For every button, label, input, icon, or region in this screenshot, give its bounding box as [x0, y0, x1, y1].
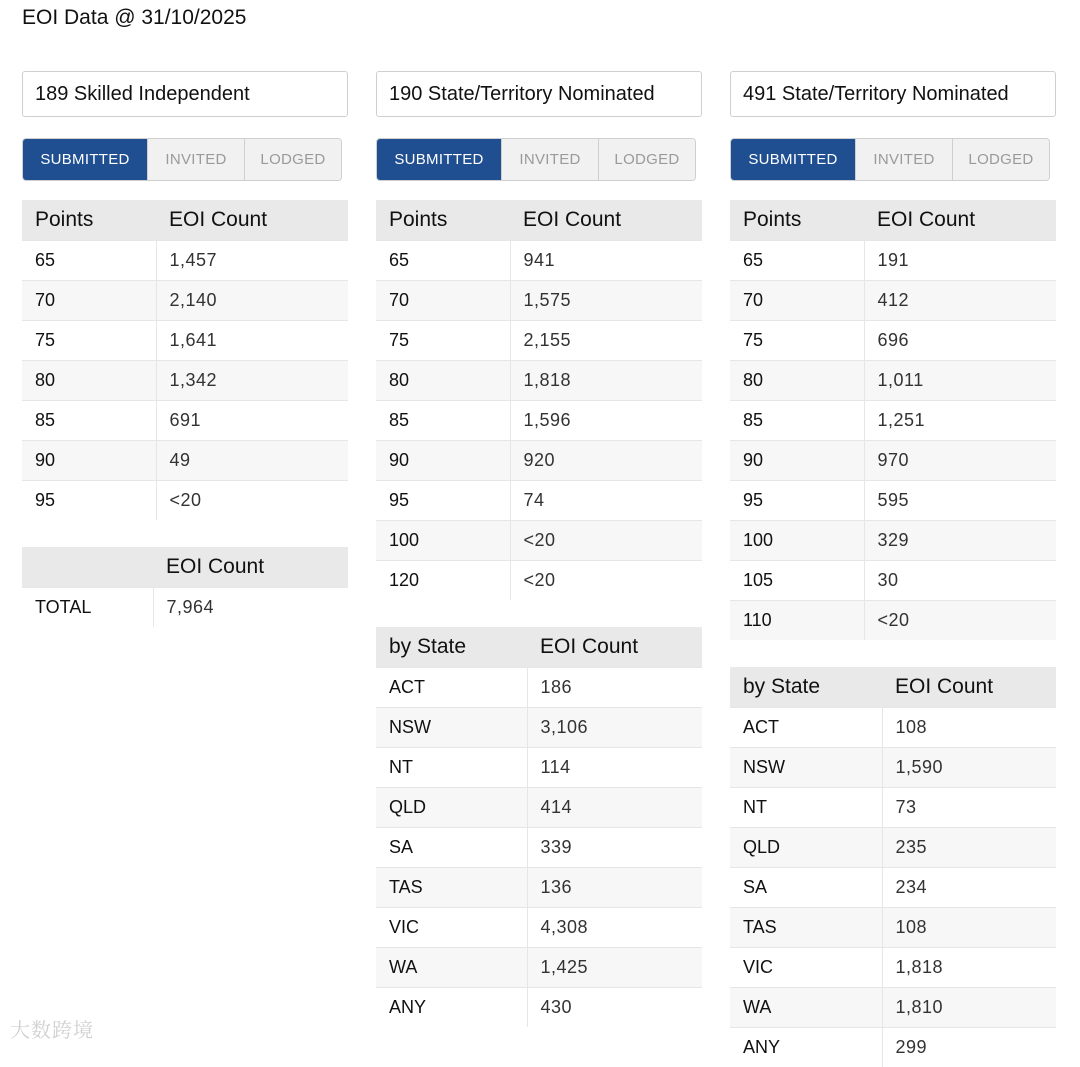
state-table [376, 627, 702, 1027]
visa-189-panel [22, 71, 348, 627]
tab-lodged[interactable]: LODGED [952, 139, 1049, 180]
table-row [730, 988, 1056, 1028]
tab-invited[interactable]: INVITED [855, 139, 952, 180]
points-cell: 75 [22, 321, 156, 361]
state-cell: NT [376, 748, 527, 788]
points-cell: 100 [376, 521, 510, 561]
total-label: TOTAL [22, 588, 153, 628]
table-row [730, 601, 1056, 641]
tab-invited[interactable]: INVITED [501, 139, 598, 180]
column-header: Points [730, 200, 864, 241]
visa-190-panel [376, 71, 702, 1027]
state-cell: TAS [376, 868, 527, 908]
total-table [22, 547, 348, 627]
state-cell: SA [376, 828, 527, 868]
state-cell: WA [730, 988, 882, 1028]
count-cell: 339 [527, 828, 702, 868]
count-cell: <20 [864, 601, 1056, 641]
tab-submitted[interactable]: SUBMITTED [377, 139, 501, 180]
visa-select-190[interactable]: 190 State/Territory Nominated [376, 71, 702, 117]
count-cell: 1,425 [527, 948, 702, 988]
column-header: EOI Count [153, 547, 348, 588]
count-cell: 30 [864, 561, 1056, 601]
points-cell: 85 [376, 401, 510, 441]
table-row [730, 868, 1056, 908]
count-cell: <20 [510, 561, 702, 601]
state-cell: ACT [376, 668, 527, 708]
column-header: EOI Count [156, 200, 348, 241]
table-row [730, 748, 1056, 788]
state-cell: NT [730, 788, 882, 828]
table-row [730, 708, 1056, 748]
count-cell: 412 [864, 281, 1056, 321]
count-cell: 1,590 [882, 748, 1056, 788]
points-cell: 90 [376, 441, 510, 481]
table-row [730, 281, 1056, 321]
count-cell: 3,106 [527, 708, 702, 748]
table-row [376, 361, 702, 401]
tab-lodged[interactable]: LODGED [244, 139, 341, 180]
state-cell: NSW [376, 708, 527, 748]
count-cell: 1,251 [864, 401, 1056, 441]
count-cell: 1,810 [882, 988, 1056, 1028]
table-row [376, 241, 702, 281]
count-cell: 329 [864, 521, 1056, 561]
count-cell: 1,596 [510, 401, 702, 441]
points-cell: 80 [376, 361, 510, 401]
column-header [22, 547, 153, 588]
count-cell: 235 [882, 828, 1056, 868]
column-header: by State [730, 667, 882, 708]
state-table [730, 667, 1056, 1067]
count-cell: 74 [510, 481, 702, 521]
table-row [376, 708, 702, 748]
table-row [730, 788, 1056, 828]
points-cell: 65 [22, 241, 156, 281]
table-row [376, 908, 702, 948]
count-cell: 234 [882, 868, 1056, 908]
count-cell: 2,155 [510, 321, 702, 361]
state-cell: ACT [730, 708, 882, 748]
count-cell: 114 [527, 748, 702, 788]
status-tabs [376, 138, 696, 181]
table-row [376, 401, 702, 441]
count-cell: 1,818 [510, 361, 702, 401]
page-title: EOI Data @ 31/10/2025 [22, 6, 246, 30]
count-cell: 136 [527, 868, 702, 908]
visa-select-491[interactable]: 491 State/Territory Nominated [730, 71, 1056, 117]
points-table [376, 200, 702, 600]
tab-lodged[interactable]: LODGED [598, 139, 695, 180]
table-row [376, 281, 702, 321]
column-header: EOI Count [527, 627, 702, 668]
count-cell: 4,308 [527, 908, 702, 948]
count-cell: 941 [510, 241, 702, 281]
table-row [376, 441, 702, 481]
state-cell: ANY [730, 1028, 882, 1067]
points-cell: 80 [730, 361, 864, 401]
table-row [376, 988, 702, 1028]
points-cell: 70 [22, 281, 156, 321]
count-cell: 1,818 [882, 948, 1056, 988]
table-row [22, 401, 348, 441]
points-cell: 120 [376, 561, 510, 601]
count-cell: 430 [527, 988, 702, 1028]
table-row [730, 948, 1056, 988]
tab-invited[interactable]: INVITED [147, 139, 244, 180]
count-cell: 186 [527, 668, 702, 708]
table-row [376, 521, 702, 561]
count-cell: 1,457 [156, 241, 348, 281]
table-row [22, 281, 348, 321]
points-cell: 95 [376, 481, 510, 521]
table-row [376, 868, 702, 908]
count-cell: 920 [510, 441, 702, 481]
table-row [22, 361, 348, 401]
count-cell: 108 [882, 708, 1056, 748]
visa-select-189[interactable]: 189 Skilled Independent [22, 71, 348, 117]
count-cell: 970 [864, 441, 1056, 481]
state-cell: WA [376, 948, 527, 988]
points-cell: 100 [730, 521, 864, 561]
count-cell: 49 [156, 441, 348, 481]
count-cell: 73 [882, 788, 1056, 828]
table-row [376, 828, 702, 868]
count-cell: 696 [864, 321, 1056, 361]
count-cell: 595 [864, 481, 1056, 521]
table-row [376, 561, 702, 601]
points-table [22, 200, 348, 520]
state-cell: TAS [730, 908, 882, 948]
state-cell: VIC [376, 908, 527, 948]
count-cell: 414 [527, 788, 702, 828]
status-tabs [730, 138, 1050, 181]
table-row [730, 561, 1056, 601]
table-row [730, 321, 1056, 361]
count-cell: 1,641 [156, 321, 348, 361]
points-cell: 75 [730, 321, 864, 361]
state-cell: VIC [730, 948, 882, 988]
table-row [22, 481, 348, 521]
table-row [376, 948, 702, 988]
table-row [376, 668, 702, 708]
table-row [376, 321, 702, 361]
count-cell: 299 [882, 1028, 1056, 1067]
points-cell: 95 [730, 481, 864, 521]
column-header: EOI Count [510, 200, 702, 241]
table-row [730, 828, 1056, 868]
tab-submitted[interactable]: SUBMITTED [731, 139, 855, 180]
table-row [730, 908, 1056, 948]
table-row [730, 481, 1056, 521]
count-cell: 691 [156, 401, 348, 441]
state-cell: SA [730, 868, 882, 908]
table-row [22, 588, 348, 628]
table-row [22, 321, 348, 361]
status-tabs [22, 138, 342, 181]
total-value: 7,964 [153, 588, 348, 628]
column-header: Points [22, 200, 156, 241]
points-cell: 65 [730, 241, 864, 281]
points-cell: 70 [730, 281, 864, 321]
column-header: by State [376, 627, 527, 668]
count-cell: 1,342 [156, 361, 348, 401]
table-row [730, 241, 1056, 281]
state-cell: ANY [376, 988, 527, 1028]
points-cell: 80 [22, 361, 156, 401]
count-cell: 1,011 [864, 361, 1056, 401]
watermark: 大数跨境 [10, 1014, 94, 1043]
table-row [730, 361, 1056, 401]
points-table [730, 200, 1056, 640]
table-row [730, 441, 1056, 481]
table-row [22, 441, 348, 481]
table-row [22, 241, 348, 281]
points-cell: 110 [730, 601, 864, 641]
points-cell: 90 [22, 441, 156, 481]
points-cell: 75 [376, 321, 510, 361]
points-cell: 85 [22, 401, 156, 441]
table-row [730, 521, 1056, 561]
points-cell: 90 [730, 441, 864, 481]
count-cell: 108 [882, 908, 1056, 948]
visa-491-panel [730, 71, 1056, 1067]
table-row [730, 401, 1056, 441]
points-cell: 95 [22, 481, 156, 521]
points-cell: 105 [730, 561, 864, 601]
points-cell: 85 [730, 401, 864, 441]
column-header: EOI Count [882, 667, 1056, 708]
count-cell: 2,140 [156, 281, 348, 321]
count-cell: <20 [510, 521, 702, 561]
table-row [376, 788, 702, 828]
column-header: EOI Count [864, 200, 1056, 241]
tab-submitted[interactable]: SUBMITTED [23, 139, 147, 180]
points-cell: 70 [376, 281, 510, 321]
table-row [730, 1028, 1056, 1067]
column-header: Points [376, 200, 510, 241]
count-cell: 191 [864, 241, 1056, 281]
state-cell: QLD [730, 828, 882, 868]
table-row [376, 481, 702, 521]
count-cell: <20 [156, 481, 348, 521]
table-row [376, 748, 702, 788]
count-cell: 1,575 [510, 281, 702, 321]
state-cell: QLD [376, 788, 527, 828]
state-cell: NSW [730, 748, 882, 788]
points-cell: 65 [376, 241, 510, 281]
